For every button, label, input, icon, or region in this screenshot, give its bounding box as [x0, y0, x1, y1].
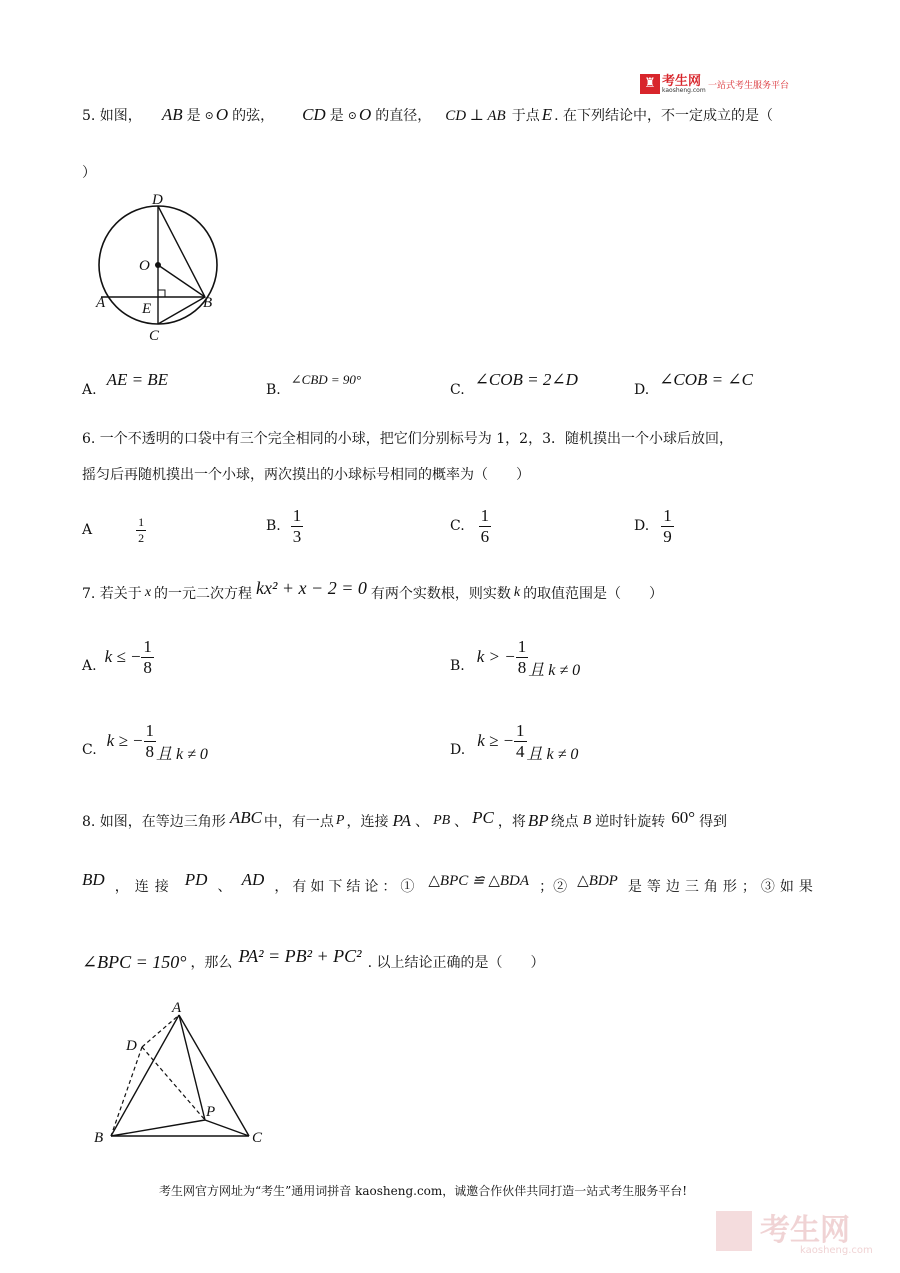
- option-label: D.: [450, 742, 466, 758]
- q8-text: ，连接: [114, 879, 175, 895]
- q7-option-c[interactable]: [82, 718, 208, 764]
- denominator: 2: [138, 530, 145, 545]
- q5-o: O: [358, 105, 372, 124]
- label-a: A: [96, 295, 106, 311]
- q7-stem: [82, 578, 663, 608]
- label-p: P: [206, 1104, 216, 1120]
- q5-option-c[interactable]: [450, 368, 578, 398]
- option-math: k ≥ −: [477, 731, 515, 750]
- q8-text: 中，有一点: [263, 814, 334, 830]
- option-math: AE = BE: [106, 370, 169, 389]
- denominator: 6: [480, 526, 490, 546]
- option-label: D.: [634, 518, 650, 534]
- option-label: A.: [82, 382, 97, 398]
- q5-o: O: [215, 105, 229, 124]
- circle-symbol-2: ⊙: [347, 109, 357, 122]
- q8-line-2: [82, 866, 818, 906]
- watermark-text: 考生网: [760, 1213, 850, 1248]
- option-math: k ≤ −: [104, 647, 142, 666]
- denominator: 4: [516, 741, 525, 761]
- q5-e: E: [541, 105, 553, 124]
- q8-text: 、: [415, 814, 430, 830]
- label-b: B: [94, 1130, 104, 1144]
- q8-bdp: △BDP: [577, 872, 618, 889]
- option-label: A: [82, 522, 93, 538]
- option-label: C.: [450, 382, 465, 398]
- q5-text: . 在下列结论中，不一定成立的是（: [554, 108, 774, 124]
- q5-number: 5. 如图，: [82, 108, 142, 124]
- side-ab: [111, 1015, 179, 1136]
- q7-equation: kx² + x − 2 = 0: [256, 577, 367, 598]
- segment-pc: [205, 1120, 249, 1136]
- numerator: 1: [138, 514, 145, 529]
- header-brand: [662, 70, 706, 94]
- denominator: 8: [517, 657, 527, 677]
- q8-bd: BD: [82, 870, 105, 889]
- fraction: [514, 722, 527, 761]
- q8-text: 绕点: [550, 814, 579, 830]
- label-d: D: [152, 192, 163, 208]
- footer-text: 考生网官方网址为“考生”通用词拼音 kaosheng.com，诚邀合作伙伴共同打造一站式考生服务平台!: [159, 1184, 688, 1198]
- q6-line-1: 6. 一个不透明的口袋中有三个完全相同的小球，把它们分别标号为 1，2，3．随机摸出一个小球后放回，: [82, 431, 733, 447]
- kaosheng-logo-icon: ♜: [640, 74, 660, 94]
- fraction: [144, 722, 157, 761]
- q8-text: 、: [217, 879, 232, 895]
- option-label: C.: [450, 518, 465, 534]
- q5-perp: CD ⊥ AB: [445, 107, 506, 124]
- q8-text: ，将: [497, 814, 526, 830]
- q8-text: . 以上结论正确的是（ ）: [367, 955, 545, 971]
- q5-option-b[interactable]: [266, 368, 361, 398]
- label-b: B: [203, 295, 213, 311]
- right-angle-mark: [158, 290, 165, 297]
- q5-ab: AB: [161, 105, 183, 124]
- numerator: 1: [292, 505, 302, 525]
- q8-p: P: [335, 813, 345, 828]
- segment-da: [142, 1015, 179, 1047]
- denominator: 9: [663, 526, 672, 546]
- q8-text: 逆时针旋转: [595, 814, 666, 830]
- option-label: B.: [266, 518, 281, 534]
- option-math: ∠COB = ∠C: [659, 370, 753, 389]
- fraction: [141, 638, 154, 677]
- q5-cd: CD: [302, 105, 326, 124]
- q8-congruence: △BPC ≌ △BDA: [428, 872, 530, 889]
- option-label: D.: [634, 382, 650, 398]
- q5-text: 的弦，: [232, 108, 275, 124]
- q6-option-d[interactable]: [634, 496, 674, 556]
- watermark: [716, 1205, 873, 1256]
- q8-text: ，连接: [346, 814, 389, 830]
- q8-ad: AD: [241, 870, 265, 889]
- q8-text: 是等边三角形；③如果: [627, 879, 818, 895]
- q7-option-b[interactable]: [450, 634, 580, 680]
- segment-pa: [179, 1015, 205, 1120]
- q5-option-a[interactable]: [82, 368, 168, 398]
- q8-pythagoras: PA² = PB² + PC²: [238, 945, 362, 966]
- q8-bp: BP: [527, 811, 549, 830]
- q7-k: k: [513, 585, 521, 600]
- brand-name: 考生网: [662, 74, 702, 89]
- denominator: 8: [143, 657, 152, 677]
- q6-option-c[interactable]: [450, 496, 491, 556]
- option-math: ∠COB = 2∠D: [474, 370, 578, 389]
- q7-option-a[interactable]: [82, 634, 154, 680]
- label-c: C: [149, 328, 160, 344]
- q8-text: ，有如下结论：①: [274, 879, 419, 895]
- segment-db: [111, 1047, 142, 1136]
- watermark-sub: kaosheng.com: [800, 1245, 873, 1256]
- option-label: B.: [266, 382, 281, 398]
- header-slogan: 一站式考生服务平台: [708, 81, 790, 91]
- q8-pd: PD: [184, 870, 208, 889]
- numerator: 1: [480, 505, 490, 525]
- fraction: [661, 507, 674, 546]
- q8-text: ，那么: [190, 955, 233, 971]
- q8-triangle-figure: [88, 994, 288, 1144]
- numerator: 1: [663, 505, 672, 525]
- q7-option-d[interactable]: [450, 718, 578, 764]
- numerator: 1: [145, 720, 155, 740]
- q5-text: 的直径，: [375, 108, 432, 124]
- option-math: k ≥ −: [106, 731, 144, 750]
- watermark-logo-icon: [716, 1211, 752, 1251]
- label-e: E: [142, 301, 152, 317]
- label-a: A: [172, 1000, 182, 1016]
- q5-text: 是: [329, 108, 344, 124]
- brand-domain: kaosheng.com: [662, 87, 706, 94]
- option-label: A.: [82, 658, 97, 674]
- q6-option-a[interactable]: [82, 508, 146, 552]
- q5-text: 是: [186, 108, 201, 124]
- q5-text: 于点: [511, 108, 540, 124]
- fraction: [136, 516, 146, 544]
- q8-abc: ABC: [229, 808, 262, 827]
- q7-text: 的取值范围是（ ）: [523, 586, 664, 602]
- numerator: 1: [143, 636, 152, 656]
- q5-option-d[interactable]: [634, 368, 753, 398]
- q7-x: x: [144, 585, 152, 600]
- fraction: [516, 638, 529, 677]
- q8-pb: PB: [433, 813, 451, 828]
- option-math: ∠CBD = 90°: [290, 372, 362, 387]
- label-o: O: [139, 258, 150, 274]
- denominator: 8: [145, 741, 155, 761]
- denominator: 3: [292, 526, 302, 546]
- header-logo[interactable]: [640, 72, 660, 94]
- q8-text: 8. 如图，在等边三角形: [82, 814, 226, 830]
- label-c: C: [252, 1130, 263, 1144]
- option-math: k > −: [476, 647, 516, 666]
- q8-degree: 60°: [671, 808, 696, 827]
- q8-line-1: [82, 806, 727, 836]
- q6-option-b[interactable]: [266, 496, 303, 556]
- option-condition: 且 k ≠ 0: [156, 745, 208, 763]
- option-label: C.: [82, 742, 97, 758]
- q8-text: ；②: [539, 879, 568, 895]
- q8-line-3: [82, 944, 545, 980]
- segment-db: [158, 206, 205, 297]
- label-d: D: [126, 1038, 137, 1054]
- option-condition: 且 k ≠ 0: [528, 661, 581, 679]
- fraction: [479, 507, 492, 546]
- q8-angle: ∠BPC = 150°: [82, 951, 187, 972]
- q8-pc: PC: [472, 808, 494, 827]
- option-label: B.: [450, 658, 465, 674]
- q8-b: B: [582, 813, 592, 828]
- q8-pa: PA: [392, 811, 412, 830]
- q7-text: 有两个实数根，则实数: [370, 586, 511, 602]
- q5-close-paren: ）: [82, 165, 96, 181]
- q5-circle-figure: [90, 188, 230, 348]
- q7-text: 的一元二次方程: [154, 586, 253, 602]
- q8-text: 得到: [699, 814, 728, 830]
- numerator: 1: [517, 636, 527, 656]
- circle-symbol-1: ⊙: [204, 109, 214, 122]
- segment-pb: [111, 1120, 205, 1136]
- center-point-o: [155, 262, 161, 268]
- numerator: 1: [516, 720, 525, 740]
- q7-text: 7. 若关于: [82, 586, 142, 602]
- option-condition: 且 k ≠ 0: [526, 745, 579, 763]
- fraction: [291, 507, 304, 546]
- q6-line-2: 摇匀后再随机摸出一个小球，两次摸出的小球标号相同的概率为（ ）: [82, 467, 530, 483]
- q8-text: 、: [454, 814, 469, 830]
